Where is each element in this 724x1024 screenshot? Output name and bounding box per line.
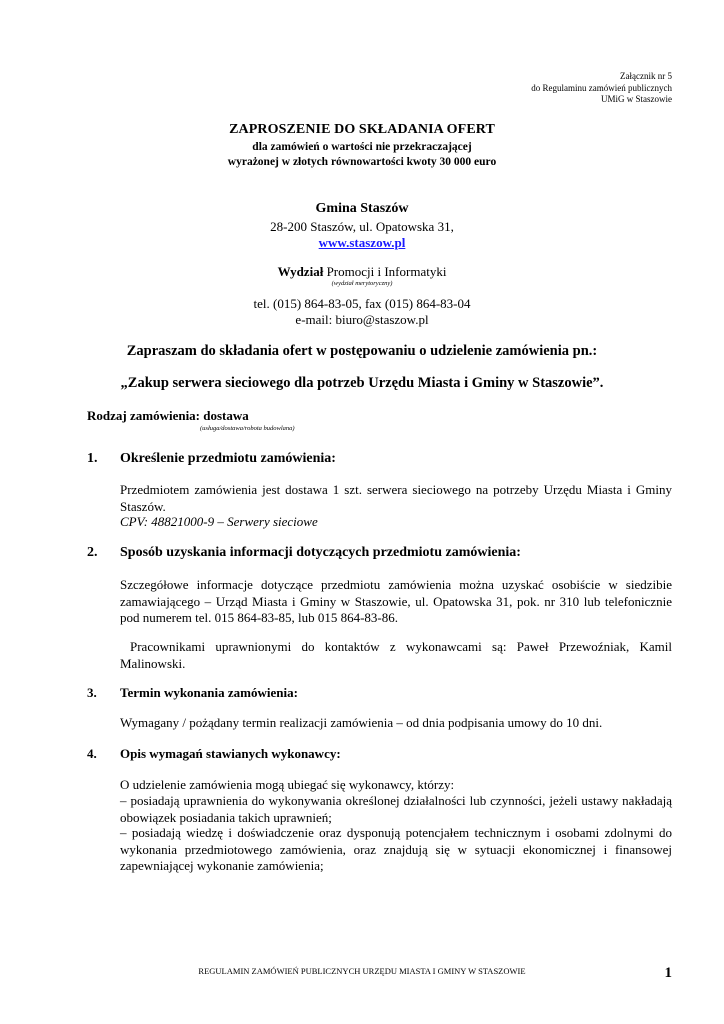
- document-subtitle: dla zamówień o wartości nie przekraczającej: [252, 141, 472, 153]
- section-number: 1.: [87, 451, 98, 466]
- section-text: O udzielenie zamówienia mogą ubiegać się wykonawcy, którzy:: [120, 777, 455, 792]
- attachment-note-line: do Regulaminu zamówień publicznych: [531, 82, 672, 93]
- section-text: Wymagany / pożądany termin realizacji zamówienia – od dnia podpisania umowy do 10 dni.: [120, 715, 603, 730]
- attachment-note: [531, 71, 672, 106]
- document-subtitle: wyrażonej w złotych równowartości kwoty 30 000 euro: [227, 156, 497, 168]
- org-name: Gmina Staszów: [315, 201, 409, 216]
- document-title: ZAPROSZENIE DO SKŁADANIA OFERT: [229, 122, 495, 137]
- page-footer: REGULAMIN ZAMÓWIEŃ PUBLICZNYCH URZĘDU MIASTA I GMINY W STASZOWIE: [198, 966, 526, 976]
- cpv-code: CPV: 48821000-9 – Serwery sieciowe: [120, 514, 318, 529]
- requirement-item: – posiadają uprawnienia do wykonywania określonej działalności lub czynności, jeżeli ustawy nakładają obowiązek posiadania takich uprawnień;: [120, 793, 672, 825]
- section-heading: Sposób uzyskania informacji dotyczących przedmiotu zamówienia:: [120, 545, 521, 560]
- attachment-note-line: Załącznik nr 5: [620, 71, 672, 81]
- order-type-caption: (usługa/dostawa/robota budowlana): [200, 425, 295, 432]
- section-number: 4.: [87, 746, 97, 761]
- section-heading: Termin wykonania zamówienia:: [120, 685, 298, 700]
- section-text: Przedmiotem zamówienia jest dostawa 1 szt. serwera sieciowego na potrzeby Urzędu Miasta i Gminy Staszów.: [120, 482, 672, 514]
- section-number: 3.: [87, 685, 97, 700]
- contact-persons: Pracownikami uprawnionymi do kontaktów z wykonawcami są: Paweł Przewoźniak, Kamil Malinowski.: [120, 639, 672, 671]
- requirement-item: – posiadają wiedzę i doświadczenie oraz dysponują potencjałem technicznym i osobami zdolnymi do wykonania przedmiotowego zamówienia, oraz znajdują się w sytuacji ekonomicznej i finansowej zapewniającej wykonanie zamówienia;: [120, 825, 672, 873]
- org-website-link[interactable]: www.staszow.pl: [318, 235, 406, 250]
- department-name: Promocji i Informatyki: [323, 264, 447, 279]
- org-address: 28-200 Staszów, ul. Opatowska 31,: [270, 219, 454, 234]
- section-number: 2.: [87, 545, 98, 560]
- order-name: „Zakup serwera sieciowego dla potrzeb Urzędu Miasta i Gminy w Staszowie”.: [120, 375, 604, 391]
- invitation-text: Zapraszam do składania ofert w postępowaniu o udzielenie zamówienia pn.:: [126, 343, 598, 359]
- section-heading: Opis wymagań stawianych wykonawcy:: [120, 746, 341, 761]
- section-heading: Określenie przedmiotu zamówienia:: [120, 451, 336, 466]
- order-type: Rodzaj zamówienia: dostawa: [87, 408, 249, 423]
- contact-email: e-mail: biuro@staszow.pl: [295, 312, 429, 327]
- section-text: Szczegółowe informacje dotyczące przedmiotu zamówienia można uzyskać osobiście w siedzibie zamawiającego – Urząd Miasta i Gminy w Staszowie, ul. Opatowska 31, pok. nr 310 lub telefonicznie pod numerem tel. 015 864-83-85, lub 015 864-83-86.: [120, 577, 672, 625]
- department-label: Wydział: [277, 264, 324, 279]
- attachment-note-line: UMiG w Staszowie: [601, 94, 672, 104]
- page-number: 1: [664, 965, 672, 981]
- department-caption: (wydział merytoryczny): [331, 280, 393, 287]
- department: [0, 264, 724, 280]
- contact-phone: tel. (015) 864-83-05, fax (015) 864-83-04: [253, 296, 471, 311]
